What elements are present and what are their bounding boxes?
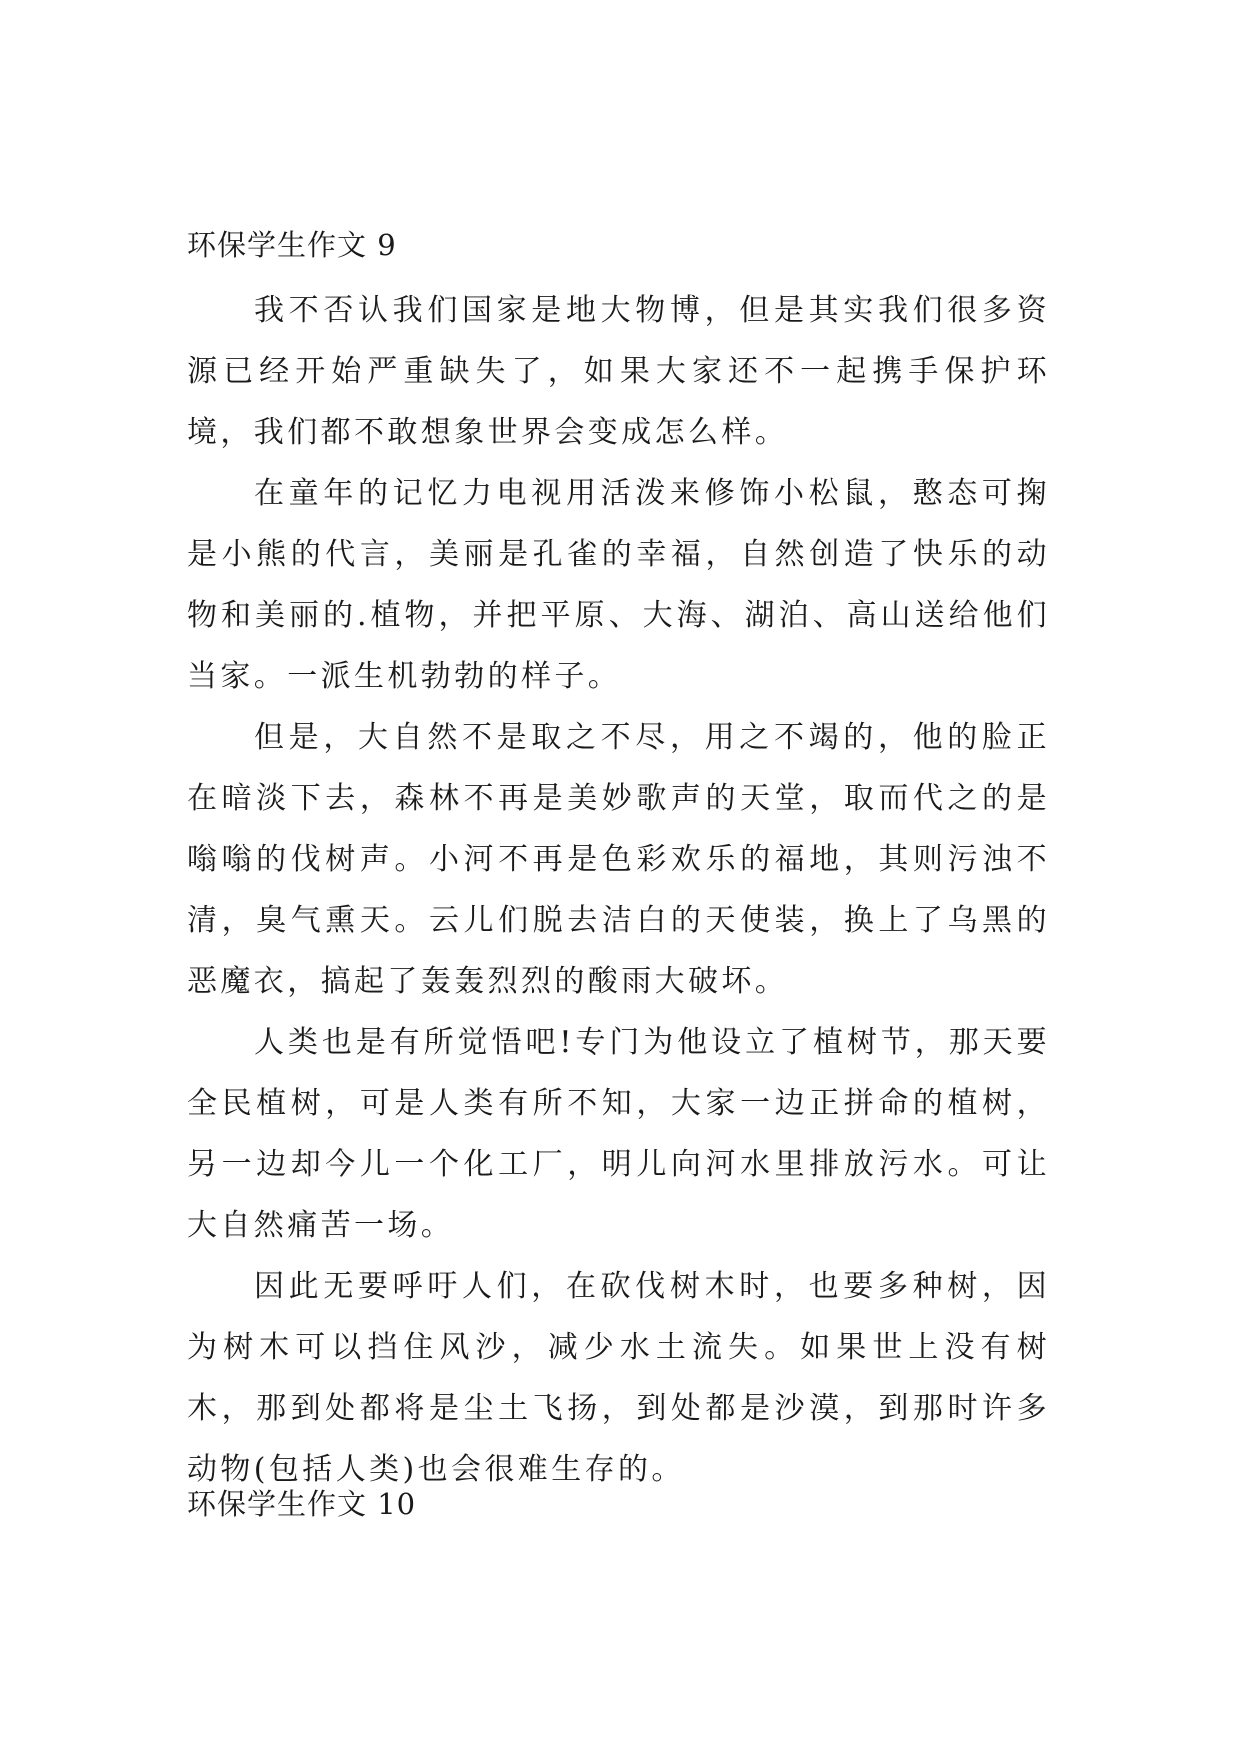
paragraph-1: 我不否认我们国家是地大物博，但是其实我们很多资源已经开始严重缺失了，如果大家还不一起携手保护环境，我们都不敢想象世界会变成怎么样。: [187, 293, 1050, 450]
paragraph-4: 人类也是有所觉悟吧!专门为他设立了植树节，那天要全民植树，可是人类有所不知，大家一边正拼命的植树，另一边却今儿一个化工厂，明儿向河水里排放污水。可让大自然痛苦一场。: [187, 1025, 1050, 1243]
paragraph-2: 在童年的记忆力电视用活泼来修饰小松鼠，憨态可掬是小熊的代言，美丽是孔雀的幸福，自然创造了快乐的动物和美丽的.植物，并把平原、大海、湖泊、高山送给他们当家。一派生机勃勃的样子。: [187, 476, 1050, 694]
essay-body-9: [187, 280, 1050, 1500]
essay-title-10: 环保学生作文 10: [187, 1487, 417, 1521]
essay-title-9: 环保学生作文 9: [187, 228, 397, 262]
paragraph-3: 但是，大自然不是取之不尽，用之不竭的，他的脸正在暗淡下去，森林不再是美妙歌声的天堂，取而代之的是嗡嗡的伐树声。小河不再是色彩欢乐的福地，其则污浊不清，臭气熏天。云儿们脱去洁白的天使装，换上了乌黑的恶魔衣，搞起了轰轰烈烈的酸雨大破坏。: [187, 720, 1050, 999]
paragraph-5: 因此无要呼吁人们，在砍伐树木时，也要多种树，因为树木可以挡住风沙，减少水土流失。如果世上没有树木，那到处都将是尘土飞扬，到处都是沙漠，到那时许多动物(包括人类)也会很难生存的。: [187, 1269, 1050, 1487]
